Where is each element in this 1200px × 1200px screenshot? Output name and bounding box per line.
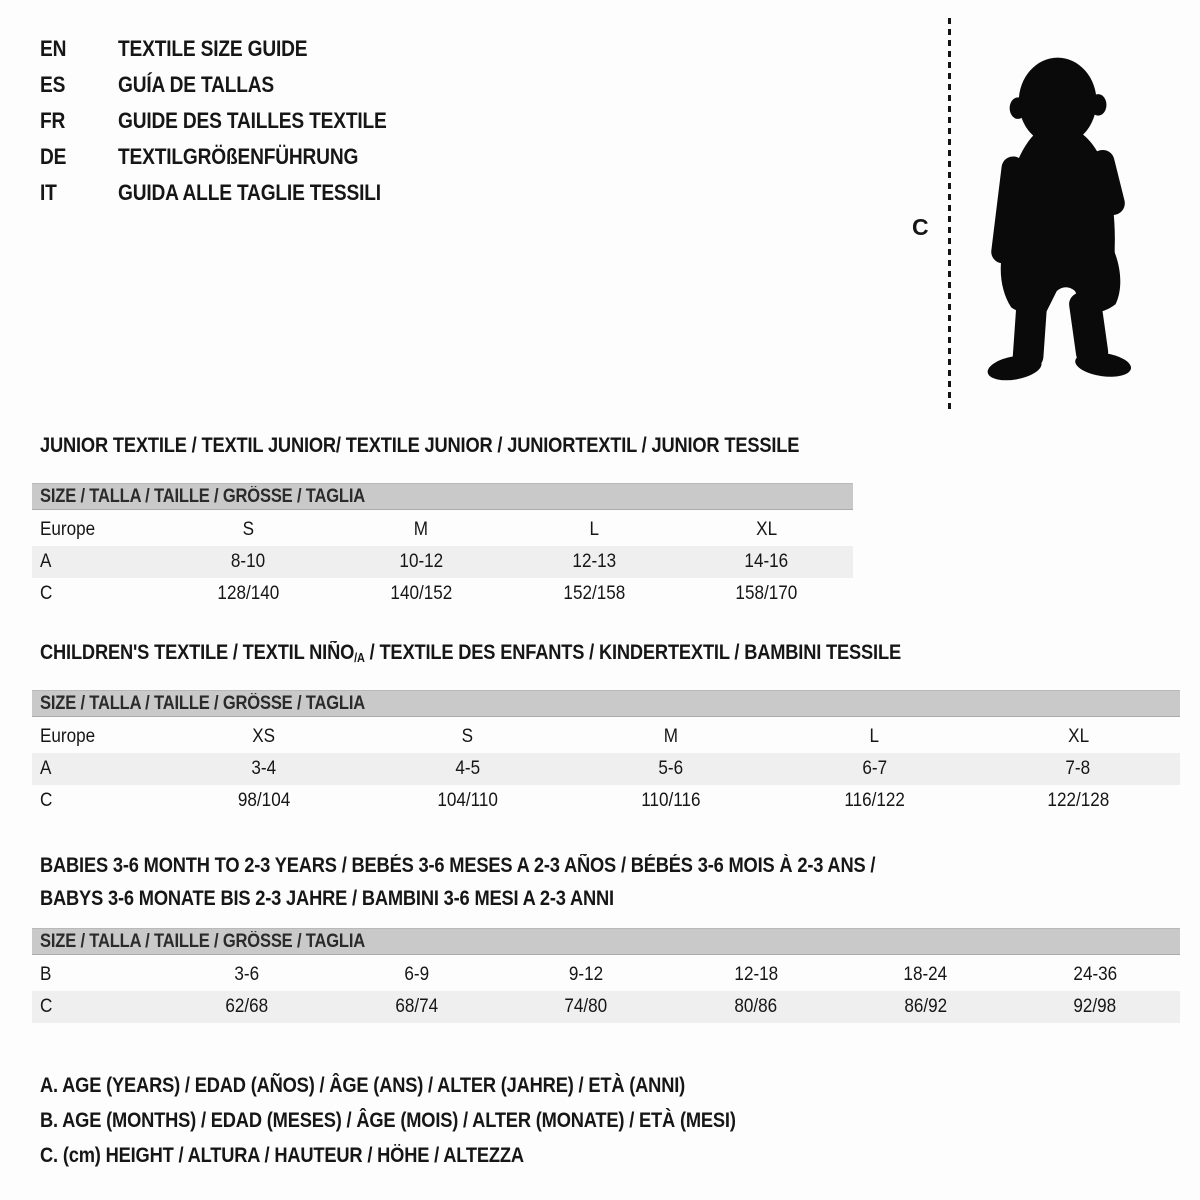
cell-value: 6-9 [404, 964, 429, 985]
cell-value: 9-12 [569, 964, 604, 985]
height-measure-label: C [912, 214, 929, 240]
cell-value: 68/74 [395, 996, 438, 1017]
row-label: A [40, 551, 52, 572]
note-age-years: A. AGE (YEARS) / EDAD (AÑOS) / ÂGE (ANS) / ALTER (JAHRE) / ETÀ (ANNI) [40, 1073, 686, 1097]
cell-value: XL [1067, 726, 1089, 747]
cell-value: 92/98 [1073, 996, 1117, 1017]
nino-a-subscript: /A [354, 650, 365, 665]
cell-value: 128/140 [217, 583, 280, 604]
lang-code-es: ES [40, 72, 66, 97]
table-row-c [32, 785, 1180, 817]
toddler-silhouette [960, 20, 1142, 418]
cell-value: 14-16 [744, 551, 789, 572]
cell-value: S [461, 726, 474, 747]
guide-title-it: GUIDA ALLE TAGLIE TESSILI [118, 180, 381, 205]
cell-value: 24-36 [1073, 964, 1118, 985]
cell-value: 140/152 [390, 583, 453, 604]
cell-value: S [242, 519, 255, 540]
row-label: Europe [40, 519, 96, 540]
children-size-table [32, 690, 1180, 817]
table-row-a [32, 753, 1180, 785]
cell-value: 152/158 [562, 583, 625, 604]
cell-value: 122/128 [1047, 790, 1110, 811]
row-label: B [40, 964, 52, 985]
cell-value: L [869, 726, 880, 747]
cell-value: XL [756, 519, 778, 540]
cell-value: 86/92 [904, 996, 947, 1017]
cell-value: M [413, 519, 429, 540]
height-measure-dashed-line [948, 18, 951, 414]
row-label: A [40, 758, 52, 779]
cell-value: 5-6 [658, 758, 684, 779]
junior-size-table [32, 483, 853, 610]
lang-row-en [40, 31, 427, 67]
row-label: C [40, 583, 53, 604]
babies-size-table [32, 928, 1180, 1023]
cell-value: 116/122 [844, 790, 905, 811]
babies-section-title: BABIES 3-6 MONTH TO 2-3 YEARS / BEBÉS 3-6 MESES A 2-3 AÑOS / BÉBÉS 3-6 MOIS À 2-3 ANS / BABYS 3-6 MONATE BIS 2-3 JAHRE / BAMBINI 3-6 MESI A 2-3 ANNI [40, 854, 876, 910]
cell-value: 104/110 [437, 790, 498, 811]
cell-value: 8-10 [231, 551, 266, 572]
language-title-list [40, 31, 427, 211]
silhouette-ear-right [1090, 94, 1107, 116]
row-label: Europe [40, 726, 96, 747]
table-row-europe [32, 514, 853, 546]
table-row-c [32, 991, 1180, 1023]
children-table-rows [32, 721, 1180, 817]
babies-size-header-bar: SIZE / TALLA / TAILLE / GRÖSSE / TAGLIA [32, 928, 1180, 955]
cell-value: 158/170 [735, 583, 798, 604]
lang-code-fr: FR [40, 108, 66, 133]
junior-table-rows [32, 514, 853, 610]
babies-table-rows [32, 959, 1180, 1023]
silhouette-head [1019, 58, 1097, 146]
cell-value: 98/104 [237, 790, 290, 811]
guide-title-fr: GUIDE DES TAILLES TEXTILE [118, 108, 387, 133]
cell-value: 62/68 [225, 996, 269, 1017]
cell-value: 12-13 [571, 551, 616, 572]
junior-size-header-bar: SIZE / TALLA / TAILLE / GRÖSSE / TAGLIA [32, 483, 853, 510]
cell-value: 110/116 [641, 790, 701, 811]
lang-code-it: IT [40, 180, 57, 205]
cell-value: M [663, 726, 679, 747]
note-height-cm: C. (cm) HEIGHT / ALTURA / HAUTEUR / HÖHE / ALTEZZA [40, 1143, 524, 1167]
row-label: C [40, 790, 53, 811]
silhouette-ear-left [1010, 97, 1027, 119]
cell-value: 3-6 [234, 964, 260, 985]
table-row-europe [32, 721, 1180, 753]
table-row-a [32, 546, 853, 578]
cell-value: 3-4 [251, 758, 277, 779]
cell-value: 7-8 [1065, 758, 1091, 779]
table-row-c [32, 578, 853, 610]
cell-value: 80/86 [734, 996, 778, 1017]
table-row-b [32, 959, 1180, 991]
lang-row-fr [40, 103, 427, 139]
cell-value: XS [252, 726, 276, 747]
junior-section-title: JUNIOR TEXTILE / TEXTIL JUNIOR/ TEXTILE JUNIOR / JUNIORTEXTIL / JUNIOR TESSILE [40, 434, 800, 457]
cell-value: 6-7 [862, 758, 887, 779]
cell-value: 10-12 [399, 551, 443, 572]
lang-row-it [40, 175, 427, 211]
lang-code-en: EN [40, 36, 67, 61]
lang-code-de: DE [40, 144, 67, 169]
children-section-title: CHILDREN'S TEXTILE / TEXTIL NIÑO/A / TEXTILE DES ENFANTS / KINDERTEXTIL / BAMBINI TESSILE [40, 641, 901, 665]
cell-value: 18-24 [903, 964, 948, 985]
guide-title-en: TEXTILE SIZE GUIDE [118, 36, 308, 61]
row-label: C [40, 996, 53, 1017]
lang-row-de [40, 139, 427, 175]
guide-title-es: GUÍA DE TALLAS [118, 72, 275, 97]
cell-value: L [589, 519, 599, 540]
cell-value: 12-18 [733, 964, 778, 985]
legend-notes [40, 1068, 840, 1173]
cell-value: 74/80 [564, 996, 608, 1017]
lang-row-es [40, 67, 427, 103]
cell-value: 4-5 [455, 758, 480, 779]
guide-title-de: TEXTILGRÖßENFÜHRUNG [118, 144, 359, 169]
children-size-header-bar: SIZE / TALLA / TAILLE / GRÖSSE / TAGLIA [32, 690, 1180, 717]
note-age-months: B. AGE (MONTHS) / EDAD (MESES) / ÂGE (MOIS) / ALTER (MONATE) / ETÀ (MESI) [40, 1108, 736, 1132]
